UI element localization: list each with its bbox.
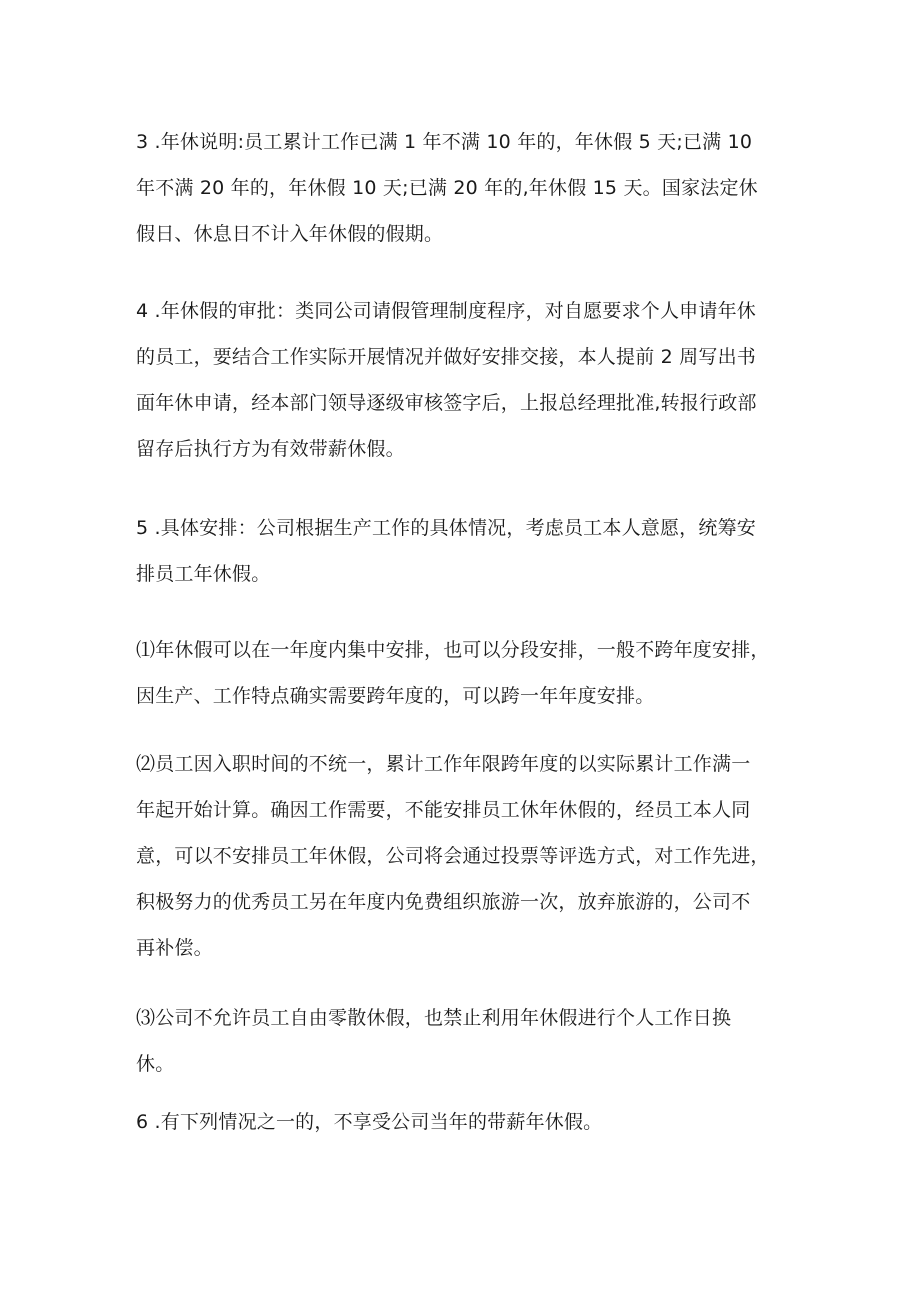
text-line: 意，可以不安排员工年休假，公司将会通过投票等评选方式，对工作先进， (136, 845, 770, 867)
text-line: ⑵员工因入职时间的不统一，累计工作年限跨年度的以实际累计工作满一 (136, 753, 751, 775)
text-line: 留存后执行方为有效带薪休假。 (136, 438, 405, 460)
text-line: ⑴年休假可以在一年度内集中安排，也可以分段安排，一般不跨年度安排， (136, 639, 770, 661)
text-line: 休。 (136, 1053, 175, 1075)
text-line: 排员工年休假。 (136, 563, 271, 585)
text-line: ⑶公司不允许员工自由零散休假，也禁止利用年休假进行个人工作日换 (136, 1007, 732, 1029)
paragraph-annual-leave-description (136, 119, 758, 257)
text-line: 假日、休息日不计入年休假的假期。 (136, 223, 444, 245)
paragraph-specific-arrangement (136, 505, 756, 597)
text-line: 面年休申请，经本部门领导逐级审核签字后，上报总经理批准,转报行政部 (136, 392, 757, 414)
paragraph-exclusions-heading (136, 1099, 602, 1145)
text-line: 5 .具体安排：公司根据生产工作的具体情况，考虑员工本人意愿，统筹安 (136, 517, 756, 539)
text-line: 年起开始计算。确因工作需要，不能安排员工休年休假的，经员工本人同 (136, 799, 751, 821)
text-line: 6 .有下列情况之一的，不享受公司当年的带薪年休假。 (136, 1111, 603, 1133)
paragraph-item-1 (136, 627, 770, 719)
text-line: 3 .年休说明:员工累计工作已满 1 年不满 10 年的，年休假 5 天;已满 10 (136, 131, 753, 153)
paragraph-item-2 (136, 741, 770, 971)
text-line: 的员工，要结合工作实际开展情况并做好安排交接，本人提前 2 周写出书 (136, 346, 756, 368)
text-line: 因生产、工作特点确实需要跨年度的，可以跨一年年度安排。 (136, 685, 655, 707)
text-line: 积极努力的优秀员工另在年度内免费组织旅游一次，放弃旅游的，公司不 (136, 891, 751, 913)
paragraph-annual-leave-approval (136, 288, 757, 472)
text-line: 年不满 20 年的，年休假 10 天;已满 20 年的,年休假 15 天。国家法定休 (136, 177, 758, 199)
text-line: 4 .年休假的审批：类同公司请假管理制度程序，对自愿要求个人申请年休 (136, 300, 756, 322)
paragraph-item-3 (136, 995, 731, 1087)
text-line: 再补偿。 (136, 937, 213, 959)
